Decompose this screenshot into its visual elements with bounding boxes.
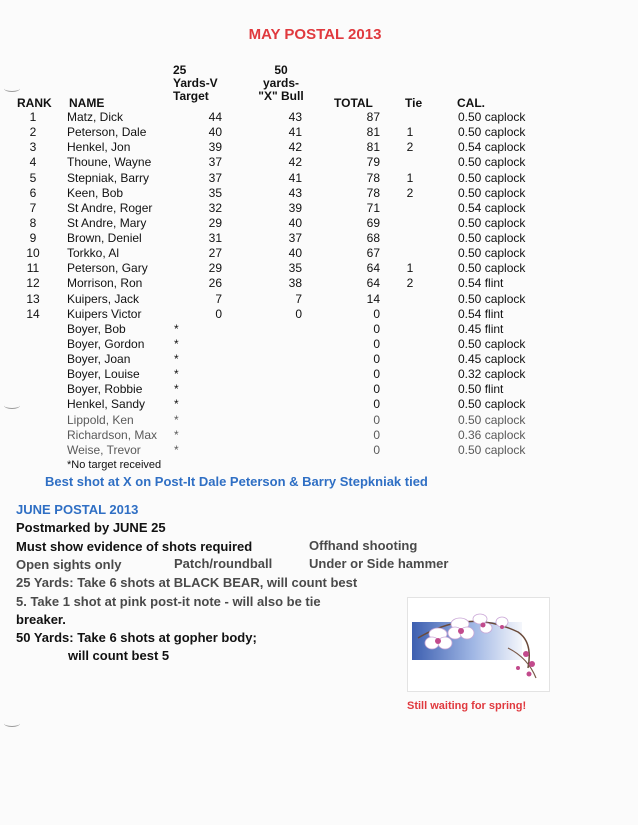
table-row-no-target: [0, 428, 638, 443]
cell-star: *: [174, 397, 179, 412]
header-total: TOTAL: [334, 96, 373, 110]
cell-star: *: [174, 336, 179, 351]
binder-hole-top: [4, 85, 20, 92]
cell-tot: 0: [373, 352, 380, 367]
cell-name: Boyer, Louise: [67, 367, 140, 382]
cell-star: *: [174, 352, 179, 367]
cell-rank: 11: [26, 261, 40, 276]
header-25-yards: 25 Yards-V Target: [173, 63, 218, 103]
orchid-illustration: [408, 598, 549, 691]
postmarked-line: Postmarked by JUNE 25: [16, 520, 166, 535]
cell-t50: 41: [288, 125, 302, 140]
count-best-line: will count best 5: [68, 648, 170, 663]
page-title: MAY POSTAL 2013: [248, 26, 382, 43]
table-row-no-target: [0, 337, 638, 352]
table-row-no-target: [0, 413, 638, 428]
cell-t50: 38: [288, 276, 302, 291]
footnote: *No target received: [67, 459, 162, 471]
cell-t25: 39: [208, 140, 222, 155]
offhand-line: Offhand shooting: [309, 538, 418, 553]
cell-cal: 0.50 caplock: [458, 170, 526, 185]
header-tie: Tie: [405, 96, 423, 110]
cell-rank: 10: [26, 246, 40, 261]
cell-name: Stepniak, Barry: [67, 170, 150, 185]
table-row-no-target: [0, 397, 638, 412]
cell-rank: 14: [26, 306, 40, 321]
cell-t25: 40: [208, 125, 222, 140]
cell-tot: 69: [366, 215, 380, 230]
cell-tot: 67: [366, 246, 380, 261]
cell-rank: 3: [29, 140, 37, 155]
cell-t50: 42: [288, 155, 302, 170]
cell-name: Boyer, Bob: [67, 321, 126, 336]
cell-name: Peterson, Dale: [67, 125, 147, 140]
binder-hole-bottom: [4, 720, 20, 727]
cell-tie: 2: [406, 185, 414, 200]
cell-cal: 0.50 caplock: [458, 291, 526, 306]
table-row: [0, 155, 638, 170]
cell-cal: 0.50 caplock: [458, 125, 526, 140]
cell-name: Matz, Dick: [67, 110, 124, 124]
table-row: [0, 201, 638, 216]
cell-t50: 43: [288, 110, 302, 124]
cell-t25: 0: [215, 306, 222, 321]
patch-line: Patch/roundball: [174, 556, 273, 571]
cell-cal: 0.50 caplock: [458, 397, 526, 412]
cell-name: Thoune, Wayne: [67, 155, 152, 170]
cell-t25: 27: [208, 246, 222, 261]
cell-rank: 8: [29, 215, 37, 230]
cell-tot: 0: [373, 397, 380, 412]
cell-tie: 1: [406, 261, 414, 276]
cell-cal: 0.50 flint: [458, 382, 504, 397]
cell-name: Brown, Deniel: [67, 231, 142, 246]
cell-rank: 5: [29, 170, 37, 185]
cell-rank: 12: [26, 276, 40, 291]
yards-25-line: 25 Yards: Take 6 shots at BLACK BEAR, will count best: [16, 575, 358, 590]
table-row: [0, 246, 638, 261]
cell-rank: 13: [26, 291, 40, 306]
cell-tot: 64: [366, 276, 380, 291]
evidence-line: Must show evidence of shots required: [16, 539, 253, 554]
cell-t50: 42: [288, 140, 302, 155]
cell-name: Boyer, Robbie: [67, 382, 143, 397]
cell-cal: 0.54 flint: [458, 276, 504, 291]
cell-t25: 37: [208, 155, 222, 170]
cell-tot: 78: [366, 170, 380, 185]
table-row-no-target: [0, 443, 638, 458]
cell-rank: 4: [29, 155, 37, 170]
cell-star: *: [174, 321, 179, 336]
cell-t25: 35: [208, 185, 222, 200]
june-postal-title: JUNE POSTAL 2013: [16, 502, 139, 517]
cell-cal: 0.50 caplock: [458, 231, 526, 246]
cell-name: St Andre, Mary: [67, 215, 147, 230]
cell-star: *: [174, 442, 179, 457]
cell-t25: 44: [208, 110, 222, 124]
cell-cal: 0.54 caplock: [458, 200, 526, 215]
cell-star: *: [174, 367, 179, 382]
table-row-no-target: [0, 352, 638, 367]
cell-cal: 0.50 caplock: [458, 215, 526, 230]
cell-t25: 29: [208, 261, 222, 276]
table-row: [0, 292, 638, 307]
best-shot-note: Best shot at X on Post-It Dale Peterson & Barry Stepkniak tied: [45, 474, 428, 489]
orchid-image: [407, 597, 550, 692]
cell-tot: 79: [366, 155, 380, 170]
cell-star: *: [174, 382, 179, 397]
cell-cal: 0.50 caplock: [458, 246, 526, 261]
cell-tot: 87: [366, 110, 380, 124]
cell-cal: 0.45 caplock: [458, 352, 526, 367]
cell-name: Torkko, Al: [67, 246, 120, 261]
cell-star: *: [174, 412, 179, 427]
cell-tot: 0: [373, 442, 380, 457]
cell-tot: 0: [373, 367, 380, 382]
table-row: [0, 125, 638, 140]
cell-name: Boyer, Gordon: [67, 336, 145, 351]
cell-cal: 0.50 caplock: [458, 442, 526, 457]
photo-caption: Still waiting for spring!: [407, 700, 527, 712]
table-row-no-target: [0, 382, 638, 397]
cell-rank: 7: [29, 200, 37, 215]
table-row: [0, 110, 638, 125]
cell-name: Boyer, Joan: [67, 352, 131, 367]
cell-tot: 78: [366, 185, 380, 200]
cell-tot: 64: [366, 261, 380, 276]
cell-cal: 0.50 caplock: [458, 155, 526, 170]
table-row-no-target: [0, 322, 638, 337]
cell-t50: 0: [295, 306, 302, 321]
cell-t25: 26: [208, 276, 222, 291]
cell-name: Kuipers, Jack: [67, 291, 140, 306]
cell-cal: 0.32 caplock: [458, 367, 526, 382]
hammer-line: Under or Side hammer: [309, 556, 449, 571]
cell-name: St Andre, Roger: [67, 200, 153, 215]
cell-t50: 37: [288, 231, 302, 246]
cell-t50: 40: [288, 246, 302, 261]
yards-50-line: 50 Yards: Take 6 shots at gopher body;: [16, 630, 257, 645]
cell-cal: 0.50 caplock: [458, 185, 526, 200]
cell-tot: 81: [366, 140, 380, 155]
cell-cal: 0.54 flint: [458, 306, 504, 321]
breaker-line: breaker.: [16, 612, 66, 627]
table-row: [0, 261, 638, 276]
cell-tot: 68: [366, 231, 380, 246]
table-row-no-target: [0, 367, 638, 382]
table-row: [0, 140, 638, 155]
header-50-yards: 50 yards- "X" Bull: [258, 63, 304, 103]
cell-tot: 0: [373, 412, 380, 427]
cell-t25: 29: [208, 215, 222, 230]
table-row: [0, 216, 638, 231]
yards-25-continued-line: 5. Take 1 shot at pink post-it note - will also be tie: [16, 594, 321, 609]
cell-name: Weise, Trevor: [67, 442, 141, 457]
cell-t50: 7: [295, 291, 302, 306]
cell-rank: 9: [29, 231, 37, 246]
cell-t50: 43: [288, 185, 302, 200]
table-row: [0, 307, 638, 322]
table-row: [0, 276, 638, 291]
cell-cal: 0.36 caplock: [458, 427, 526, 442]
cell-t50: 40: [288, 215, 302, 230]
cell-cal: 0.54 caplock: [458, 140, 526, 155]
cell-cal: 0.50 caplock: [458, 261, 526, 276]
header-rank: RANK: [17, 96, 52, 110]
cell-name: Henkel, Jon: [67, 140, 131, 155]
cell-cal: 0.50 caplock: [458, 110, 526, 124]
cell-t50: 39: [288, 200, 302, 215]
header-caliber: CAL.: [457, 96, 485, 110]
cell-tot: 71: [366, 200, 380, 215]
cell-rank: 2: [29, 125, 37, 140]
cell-name: Henkel, Sandy: [67, 397, 146, 412]
cell-tot: 0: [373, 306, 380, 321]
open-sights-line: Open sights only: [16, 557, 122, 572]
cell-name: Kuipers Victor: [67, 306, 142, 321]
cell-t25: 31: [208, 231, 222, 246]
cell-cal: 0.50 caplock: [458, 412, 526, 427]
cell-tie: 2: [406, 140, 414, 155]
cell-name: Peterson, Gary: [67, 261, 148, 276]
cell-name: Morrison, Ron: [67, 276, 143, 291]
table-row: [0, 186, 638, 201]
cell-tot: 0: [373, 382, 380, 397]
cell-name: Keen, Bob: [67, 185, 124, 200]
cell-tot: 81: [366, 125, 380, 140]
cell-t25: 32: [208, 200, 222, 215]
cell-tot: 0: [373, 321, 380, 336]
cell-t50: 35: [288, 261, 302, 276]
cell-cal: 0.45 flint: [458, 321, 504, 336]
table-row: [0, 171, 638, 186]
cell-rank: 6: [29, 185, 37, 200]
cell-t50: 41: [288, 170, 302, 185]
cell-tie: 1: [406, 125, 414, 140]
cell-tie: 2: [406, 276, 414, 291]
cell-rank: 1: [29, 110, 37, 124]
cell-t25: 7: [215, 291, 222, 306]
cell-name: Lippold, Ken: [67, 412, 134, 427]
cell-name: Richardson, Max: [67, 427, 158, 442]
table-row: [0, 231, 638, 246]
cell-tot: 14: [366, 291, 380, 306]
cell-tot: 0: [373, 427, 380, 442]
cell-cal: 0.50 caplock: [458, 336, 526, 351]
cell-tie: 1: [406, 170, 414, 185]
cell-star: *: [174, 427, 179, 442]
cell-tot: 0: [373, 336, 380, 351]
cell-t25: 37: [208, 170, 222, 185]
header-name: NAME: [69, 96, 105, 110]
